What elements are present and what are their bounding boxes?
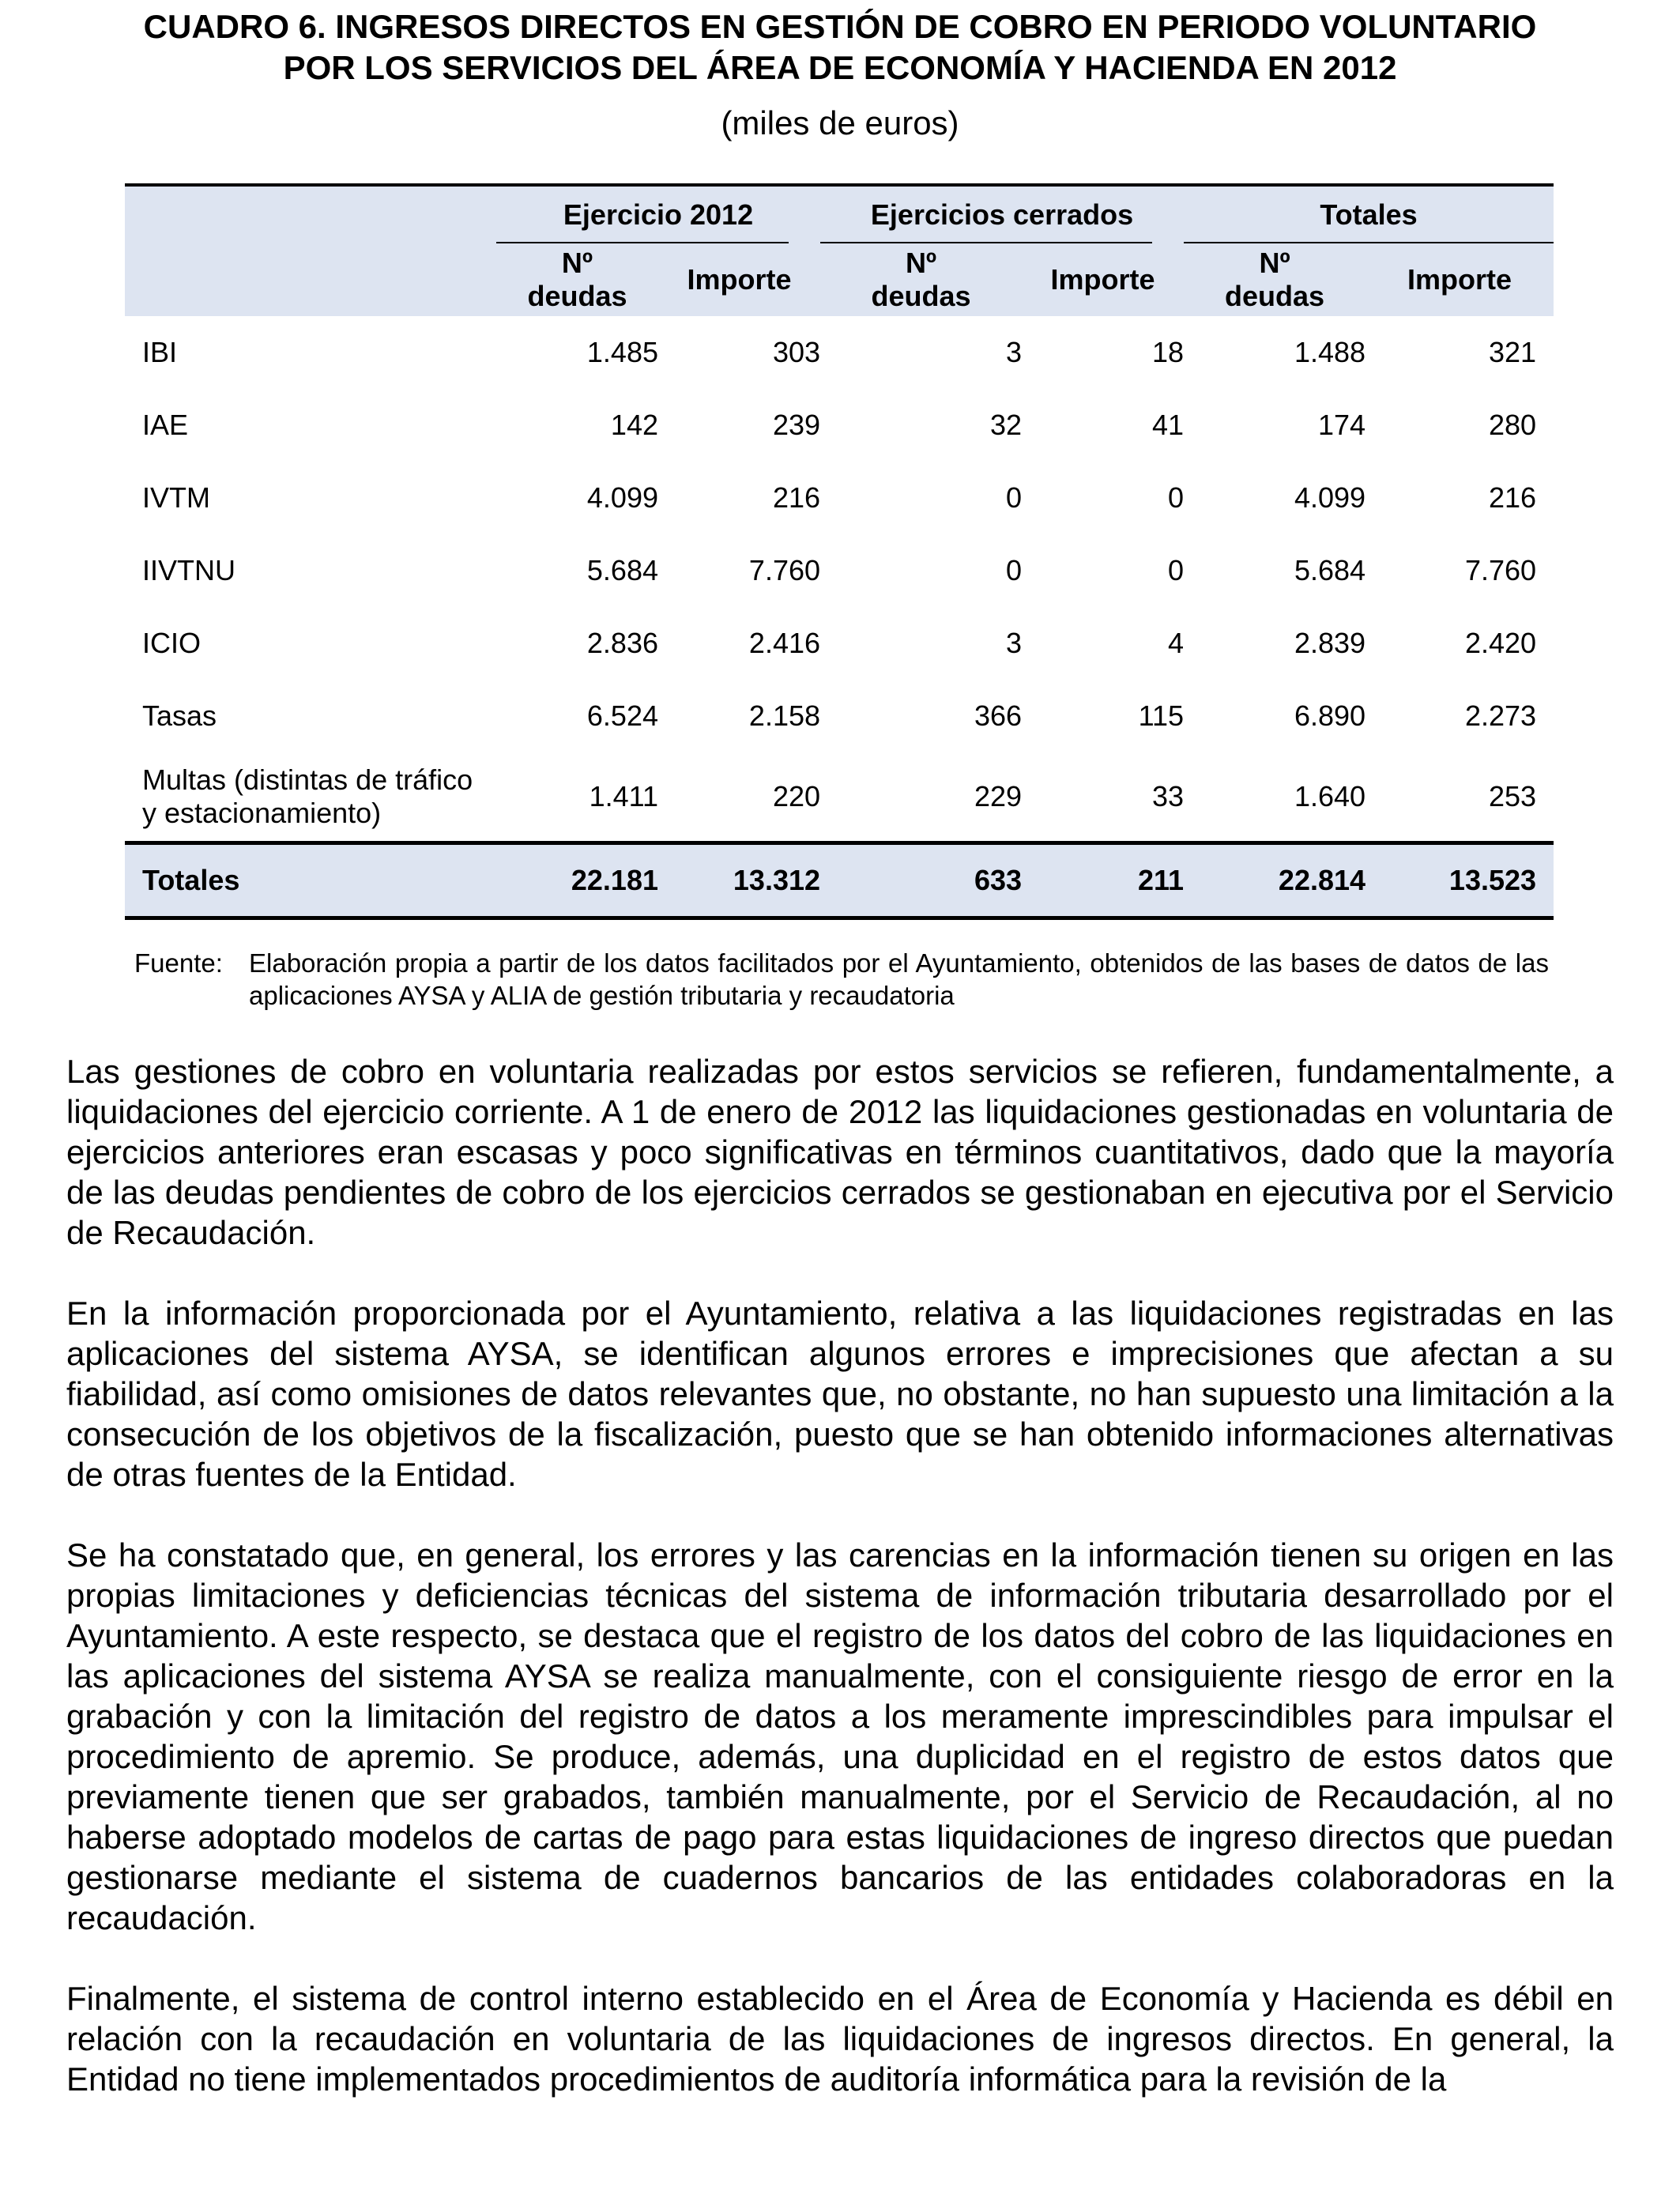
data-table-container	[125, 183, 1554, 920]
paragraph: Finalmente, el sistema de control interno establecido en el Área de Economía y Hacienda es débil en relación con la recaudación en voluntaria de las liquidaciones de ingresos directos. En general, la Entidad no tiene implementados procedimientos de auditoría informática para la revisión de la	[66, 1980, 1614, 2098]
table-cell: 211	[1137, 864, 1185, 896]
row-label: ICIO	[142, 627, 202, 659]
table-cell: 2.416	[748, 627, 821, 659]
paragraph: Se ha constatado que, en general, los errores y las carencias en la información tienen su origen en las propias limitaciones y deficiencias técnicas del sistema de información tributaria desarrollado por el Ayuntamiento. A este respecto, se destaca que el registro de los datos del cobro de las liquidaciones en las aplicaciones del sistema AYSA se realiza manualmente, con el consiguiente riesgo de error en la grabación y con la limitación del registro de datos a los meramente imprescindibles para impulsar el procedimiento de apremio. Se produce, además, una duplicidad en el registro de estos datos que previamente tienen que ser grabados, también manualmente, por el Servicio de Recaudación, al no haberse adoptado modelos de cartas de pago para estas liquidaciones de ingreso directos que puedan gestionarse mediante el sistema de cuadernos bancarios de las entidades colaboradoras en la recaudación.	[66, 1536, 1614, 1936]
table-cell: 0	[1005, 481, 1023, 514]
table-cell: 2.839	[1294, 627, 1366, 659]
table-title-line1: CUADRO 6. INGRESOS DIRECTOS EN GESTIÓN DE COBRO EN PERIODO VOLUNTARIO	[143, 8, 1537, 45]
table-cell: 1.488	[1294, 336, 1366, 368]
table-row	[125, 316, 1554, 389]
table-title-line2: POR LOS SERVICIOS DEL ÁREA DE ECONOMÍA Y HACIENDA EN 2012	[283, 49, 1397, 86]
table-cell: 3	[1005, 336, 1023, 368]
table-row	[125, 680, 1554, 752]
body-text	[66, 1051, 1614, 2139]
group-header-totales: Totales	[1184, 185, 1554, 243]
table-cell: 2.273	[1464, 699, 1537, 732]
row-label: Tasas	[142, 699, 217, 732]
col-header-deudas: Nº deudas	[871, 247, 971, 312]
table-cell: 2.158	[748, 699, 821, 732]
table-cell: 280	[1488, 409, 1537, 441]
table-cell: 216	[772, 481, 821, 514]
table-cell: 303	[772, 336, 821, 368]
table-cell: 239	[772, 409, 821, 441]
table-cell: 41	[1151, 409, 1185, 441]
table-cell: 0	[1005, 554, 1023, 586]
table-cell: 216	[1488, 481, 1537, 514]
table-cell: 33	[1151, 780, 1185, 812]
table-cell: 6.890	[1294, 699, 1366, 732]
table-cell: 229	[974, 780, 1023, 812]
table-cell: 220	[772, 780, 821, 812]
row-label: Totales	[142, 864, 240, 896]
table-cell: 1.411	[589, 780, 658, 812]
table-cell: 2.420	[1464, 627, 1537, 659]
table-units: (miles de euros)	[721, 104, 959, 141]
table-row	[125, 389, 1554, 462]
table-cell: 4.099	[586, 481, 658, 514]
table-cell: 1.485	[586, 336, 658, 368]
table-row	[125, 462, 1554, 534]
row-label: IVTM	[142, 481, 210, 514]
table-cell: 22.181	[571, 864, 658, 896]
table-cell: 253	[1488, 780, 1537, 812]
row-label: IAE	[142, 409, 189, 441]
table-cell: 5.684	[1294, 554, 1366, 586]
table-cell: 142	[610, 409, 658, 441]
totals-row	[125, 843, 1554, 918]
table-cell: 5.684	[586, 554, 658, 586]
col-header-importe: Importe	[1407, 263, 1512, 296]
group-header-ejercicio-2012: Ejercicio 2012	[496, 185, 820, 243]
table-cell: 1.640	[1294, 780, 1366, 812]
table-cell: 3	[1005, 627, 1023, 659]
col-header-importe: Importe	[687, 263, 792, 296]
table-cell: 4	[1168, 627, 1185, 659]
row-label: Multas (distintas de tráfico y estacionamiento)	[142, 763, 473, 829]
col-header-deudas: Nº deudas	[527, 247, 627, 312]
row-label: IBI	[142, 336, 178, 368]
table-cell: 7.760	[748, 554, 821, 586]
row-label: IIVTNU	[142, 554, 236, 586]
table-cell: 22.814	[1278, 864, 1366, 896]
table-cell: 13.523	[1448, 864, 1537, 896]
col-header-deudas: Nº deudas	[1225, 247, 1325, 312]
source-note	[134, 947, 1549, 1012]
table-cell: 32	[989, 409, 1023, 441]
data-table	[125, 183, 1554, 920]
table-cell: 7.760	[1464, 554, 1537, 586]
table-cell: 6.524	[586, 699, 658, 732]
table-cell: 174	[1317, 409, 1366, 441]
table-cell: 4.099	[1294, 481, 1366, 514]
source-label: Fuente:	[134, 948, 223, 978]
table-cell: 0	[1168, 481, 1185, 514]
table-title	[47, 6, 1633, 89]
paragraph: Las gestiones de cobro en voluntaria realizadas por estos servicios se refieren, fundamentalmente, a liquidaciones del ejercicio corriente. A 1 de enero de 2012 las liquidaciones gestionadas en voluntaria de ejercicios anteriores eran escasas y poco significativas en términos cuantitativos, dado que la mayoría de las deudas pendientes de cobro de los ejercicios cerrados se gestionaban en ejecutiva por el Servicio de Recaudación.	[66, 1053, 1614, 1251]
table-row	[125, 752, 1554, 843]
source-text: Elaboración propia a partir de los datos facilitados por el Ayuntamiento, obtenidos de las bases de datos de las aplicaciones AYSA y ALIA de gestión tributaria y recaudatoria	[249, 948, 1549, 1010]
paragraph: En la información proporcionada por el Ayuntamiento, relativa a las liquidaciones registradas en las aplicaciones del sistema AYSA, se identifican algunos errores e imprecisiones que afectan a su fiabilidad, así como omisiones de datos relevantes que, no obstante, no han supuesto una limitación a la consecución de los objetivos de la fiscalización, puesto que se han obtenido informaciones alternativas de otras fuentes de la Entidad.	[66, 1295, 1614, 1493]
table-row	[125, 607, 1554, 680]
table-cell: 0	[1168, 554, 1185, 586]
table-cell: 321	[1488, 336, 1537, 368]
table-cell: 18	[1151, 336, 1185, 368]
col-header-importe: Importe	[1050, 263, 1155, 296]
table-cell: 366	[974, 699, 1023, 732]
table-cell: 633	[974, 864, 1023, 896]
table-row	[125, 534, 1554, 607]
table-cell: 115	[1138, 699, 1185, 732]
group-header-ejercicios-cerrados: Ejercicios cerrados	[820, 185, 1184, 243]
table-cell: 2.836	[586, 627, 658, 659]
table-cell: 13.312	[733, 864, 821, 896]
